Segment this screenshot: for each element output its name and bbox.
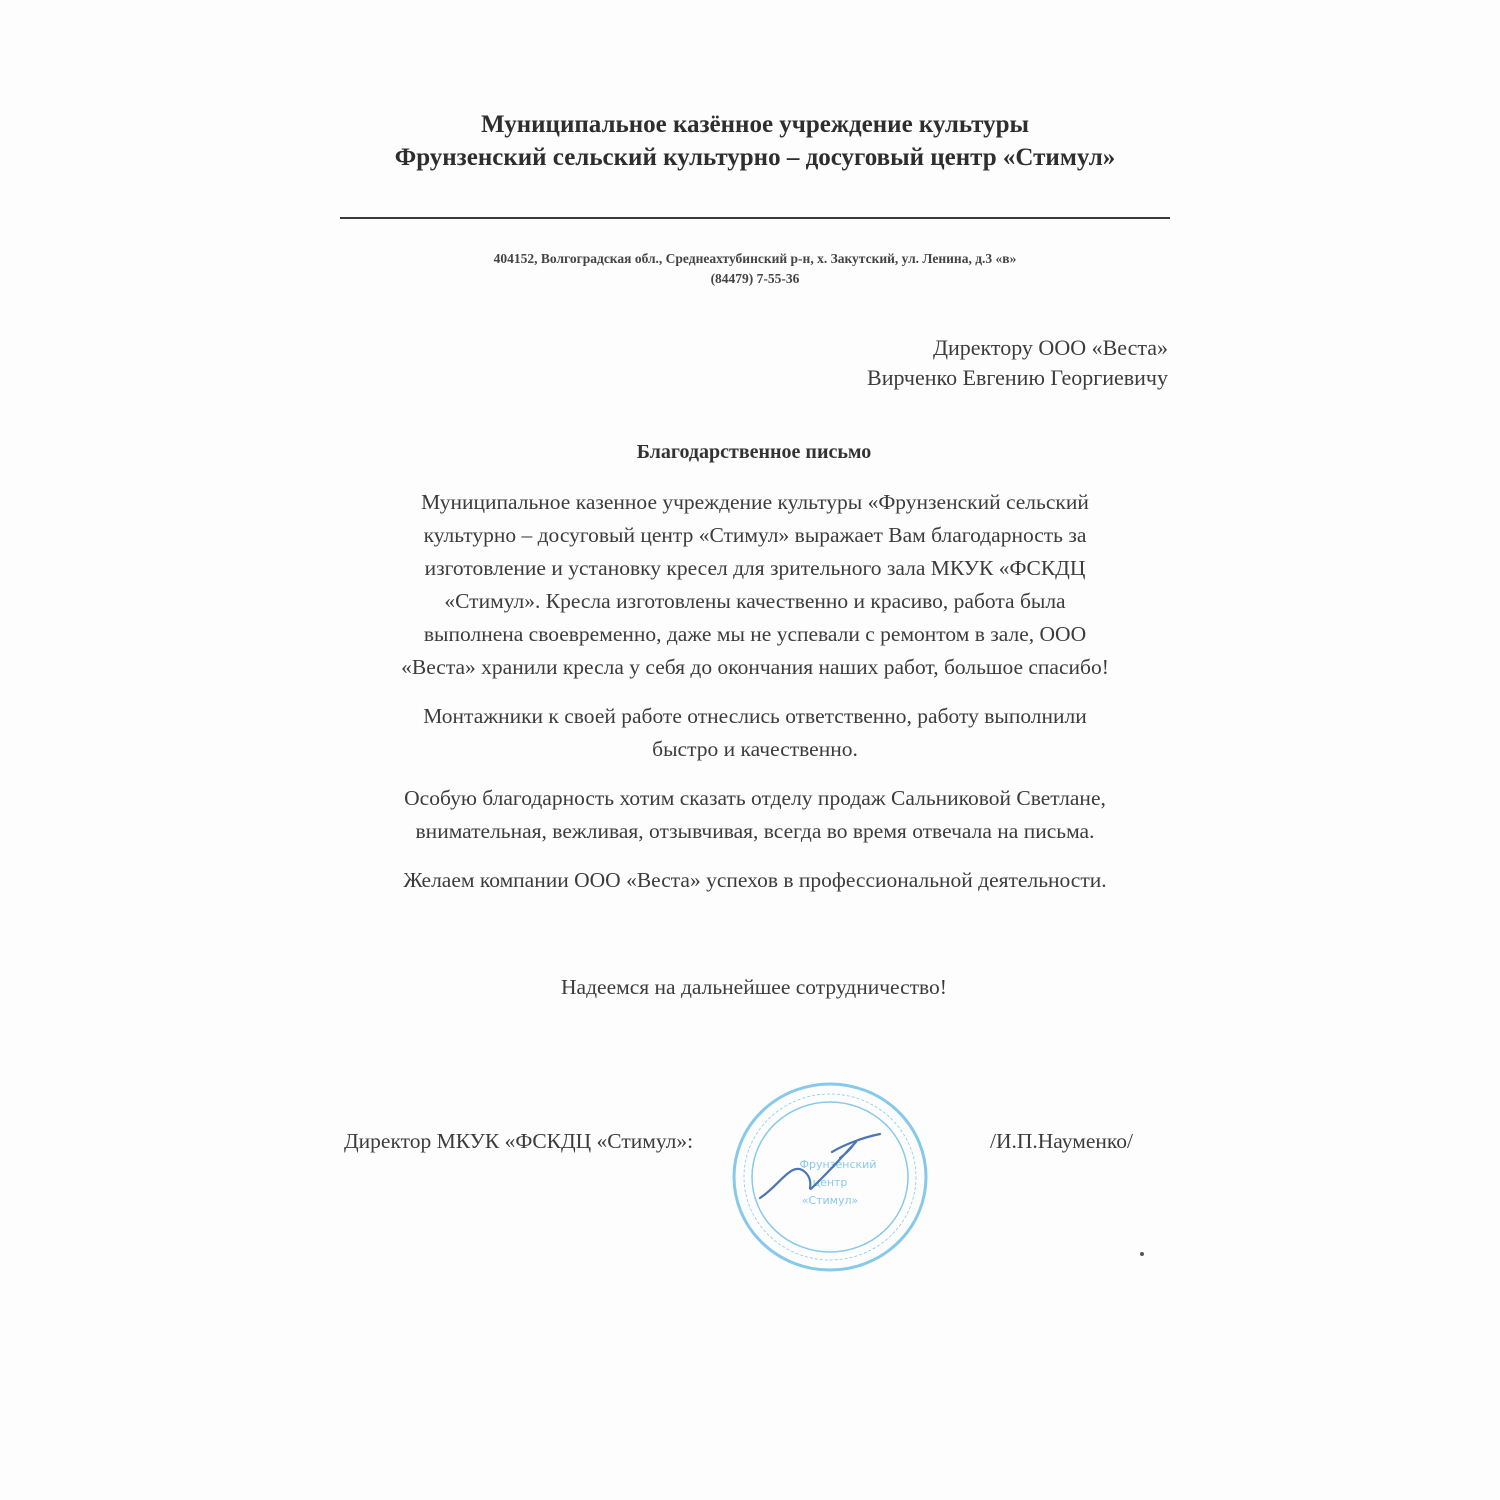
paragraph-1 — [325, 486, 1185, 684]
signature-label: Директор МКУК «ФСКДЦ «Стимул»: — [344, 1129, 694, 1153]
organization-title — [250, 108, 1260, 174]
paragraph-line: внимательная, вежливая, отзывчивая, всегда во время отвечала на письма. — [415, 819, 1095, 843]
paragraph-3 — [325, 782, 1185, 848]
recipient-name: Вирченко Евгению Георгиевичу — [867, 365, 1168, 390]
paragraph-line: «Веста» хранили кресла у себя до окончания наших работ, большое спасибо! — [401, 655, 1109, 679]
address-line: 404152, Волгоградская обл., Среднеахтубинский р-н, х. Закутский, ул. Ленина, д.3 «в» — [493, 251, 1017, 266]
stamp-center-text: Фрунзенский — [799, 1158, 877, 1171]
recipient-block — [600, 333, 1168, 393]
organization-title-line2: Фрунзенский сельский культурно – досуговый центр «Стимул» — [394, 144, 1116, 171]
official-stamp-icon — [730, 1080, 930, 1275]
closing-line: Надеемся на дальнейшее сотрудничество! — [561, 975, 947, 999]
document-title: Благодарственное письмо — [636, 441, 872, 463]
paragraph-line: «Стимул». Кресла изготовлены качественно и красиво, работа была — [444, 589, 1066, 613]
signatory-name: /И.П.Науменко/ — [990, 1129, 1133, 1153]
organization-title-line1: Муниципальное казённое учреждение культуры — [480, 111, 1030, 138]
paragraph-line: Муниципальное казенное учреждение культуры «Фрунзенский сельский — [421, 490, 1089, 514]
paragraph-line: выполнена своевременно, даже мы не успевали с ремонтом в зале, ООО — [423, 622, 1087, 646]
paragraph-line: Монтажники к своей работе отнеслись ответственно, работу выполнили — [423, 704, 1087, 728]
paragraph-line: культурно – досуговый центр «Стимул» выражает Вам благодарность за — [423, 523, 1087, 547]
stamp-center-text: центр — [812, 1176, 848, 1189]
paragraph-line: быстро и качественно. — [652, 737, 858, 761]
paragraph-line: Особую благодарность хотим сказать отделу продаж Сальниковой Светлане, — [404, 786, 1106, 810]
phone-number: (84479) 7-55-36 — [710, 271, 800, 286]
header-divider — [340, 217, 1170, 219]
organization-address — [330, 249, 1180, 289]
scan-speck — [1140, 1252, 1144, 1256]
paragraph-4: Желаем компании ООО «Веста» успехов в профессиональной деятельности. — [403, 868, 1107, 892]
letter-body — [325, 486, 1185, 913]
paragraph-line: изготовление и установку кресел для зрительного зала МКУК «ФСКДЦ — [424, 556, 1086, 580]
recipient-position: Директору ООО «Веста» — [932, 335, 1168, 360]
stamp-center-text: «Стимул» — [801, 1194, 859, 1207]
paragraph-2 — [325, 700, 1185, 766]
